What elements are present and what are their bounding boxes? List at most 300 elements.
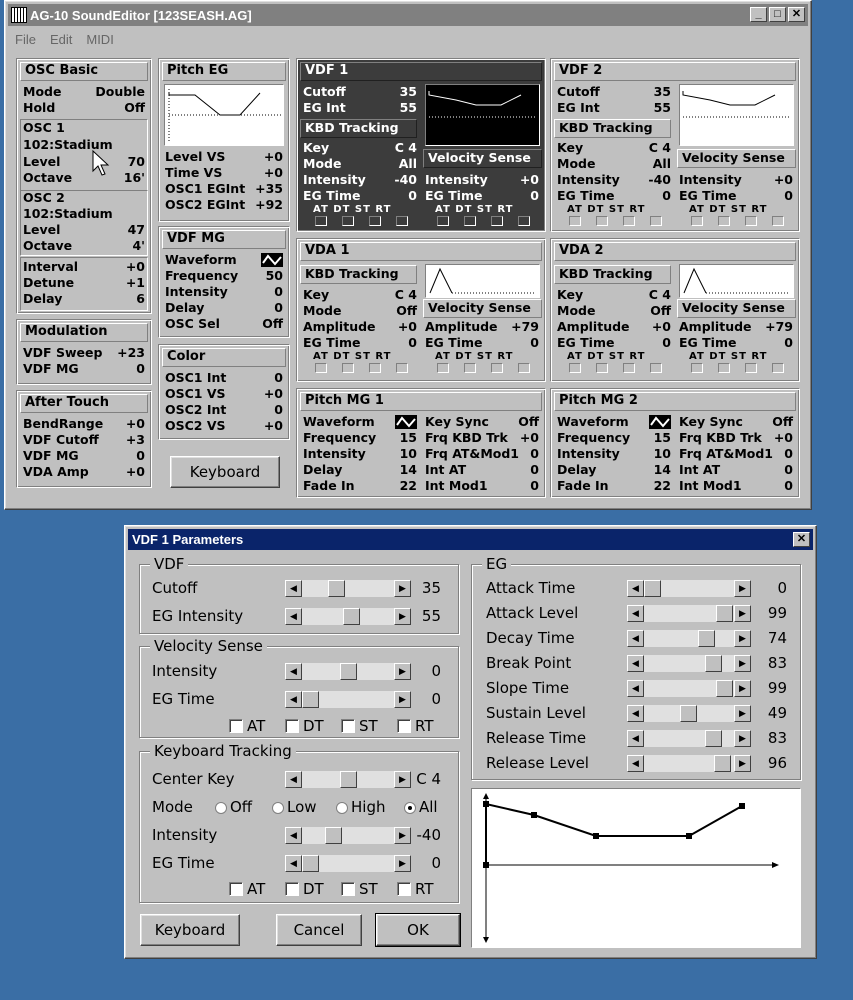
atmod-value: 0	[784, 446, 793, 461]
keyboard-button[interactable]: Keyboard	[170, 456, 280, 488]
osc1-egint-row[interactable]	[165, 181, 283, 197]
vdf2-vs-flags: AT DT ST RT	[689, 204, 768, 215]
vdf2-egint-row[interactable]	[557, 100, 671, 116]
cutoff-value: 35	[399, 84, 417, 99]
mode-value: Off	[396, 303, 417, 318]
osc1-int-row[interactable]	[165, 370, 283, 386]
vdf1-envelope-graph[interactable]	[425, 84, 540, 146]
vdf-mg-intensity-row[interactable]	[165, 284, 283, 300]
kt-eg-time-slider[interactable]	[285, 855, 411, 872]
eg-intensity-slider[interactable]	[285, 608, 411, 625]
delay-label: Delay	[165, 300, 205, 315]
vda2-header: VDA 2	[554, 242, 796, 261]
egtime-label: EG Time	[303, 188, 361, 203]
attack-level-slider-thumb[interactable]	[716, 605, 733, 622]
detune-label: Detune	[23, 275, 75, 290]
kbdtrk-label: Frq KBD Trk	[679, 430, 762, 445]
vdf1-mode-row[interactable]	[303, 156, 417, 172]
scroll-left-arrow-icon[interactable]: ◀	[285, 663, 302, 680]
egtime-value: 0	[662, 335, 671, 350]
close-button[interactable]: ✕	[788, 7, 805, 22]
kt-rt-checkbox[interactable]	[397, 882, 411, 896]
vs-egtime-label: EG Time	[425, 335, 483, 350]
bend-range-label: BendRange	[23, 416, 104, 431]
modulation-panel[interactable]	[16, 319, 152, 385]
intensity-value: 0	[274, 284, 283, 299]
vdf-mg-value: 0	[136, 361, 145, 376]
frequency-value: 15	[399, 430, 417, 445]
bend-range-row[interactable]	[23, 416, 145, 432]
maximize-button[interactable]: □	[769, 7, 786, 22]
vdf2-key-row[interactable]	[557, 140, 671, 156]
scroll-left-arrow-icon[interactable]: ◀	[627, 580, 644, 597]
vda2-vs-st-box[interactable]	[745, 363, 757, 373]
vda1-vs-at-box[interactable]	[437, 363, 449, 373]
osc-sel-value: Off	[262, 316, 283, 331]
scroll-right-arrow-icon[interactable]: ▶	[734, 755, 751, 772]
osc-basic-header: OSC Basic	[20, 62, 148, 81]
vdf2-cutoff-row[interactable]	[557, 84, 671, 100]
attack-time-slider[interactable]	[627, 580, 751, 597]
scroll-right-arrow-icon[interactable]: ▶	[394, 608, 411, 625]
slope-time-slider-thumb[interactable]	[716, 680, 733, 697]
pmg1-delay-row[interactable]	[303, 462, 417, 478]
break-point-slider-thumb[interactable]	[705, 655, 722, 672]
frequency-value: 50	[265, 268, 283, 283]
delay-value: 14	[399, 462, 417, 477]
vda2-vs-amplitude-row[interactable]	[679, 319, 793, 335]
pmg1-fadein-row[interactable]	[303, 478, 417, 494]
pmg1-kbdtrk-row[interactable]	[425, 430, 539, 446]
scroll-left-arrow-icon[interactable]: ◀	[285, 608, 302, 625]
after-touch-header: After Touch	[20, 394, 148, 413]
vdf1-cutoff-row[interactable]	[303, 84, 417, 100]
vs-eg-time-slider[interactable]	[285, 691, 411, 708]
key-value: C 4	[648, 140, 671, 155]
attack-time-slider-thumb[interactable]	[644, 580, 661, 597]
vdf1-vs-st-box[interactable]	[491, 216, 503, 226]
vs-dt-checkbox[interactable]	[285, 719, 299, 733]
pmg2-kbdtrk-row[interactable]	[679, 430, 793, 446]
eg-intensity-slider-thumb[interactable]	[343, 608, 360, 625]
scroll-left-arrow-icon[interactable]: ◀	[285, 580, 302, 597]
vda1-st-box[interactable]	[369, 363, 381, 373]
vdf2-vs-rt-box[interactable]	[772, 216, 784, 226]
pmg2-atmod-row[interactable]	[679, 446, 793, 462]
scroll-left-arrow-icon[interactable]: ◀	[285, 855, 302, 872]
vda2-vs-rt-box[interactable]	[772, 363, 784, 373]
pitch-mg2-panel[interactable]	[550, 388, 800, 498]
time-vs-value: +0	[263, 165, 283, 180]
release-time-slider[interactable]	[627, 730, 751, 747]
triangle-wave-icon	[261, 253, 283, 267]
vdf2-vs-st-box[interactable]	[745, 216, 757, 226]
atmod-value: 0	[530, 446, 539, 461]
pmg1-intensity-row[interactable]	[303, 446, 417, 462]
kt-dt-checkbox[interactable]	[285, 882, 299, 896]
osc1-octave-row[interactable]	[23, 170, 145, 186]
scroll-right-arrow-icon[interactable]: ▶	[734, 580, 751, 597]
after-touch-panel[interactable]	[16, 390, 152, 488]
vda1-egtime-row[interactable]	[303, 335, 417, 351]
vda1-amplitude-row[interactable]	[303, 319, 417, 335]
frequency-label: Frequency	[165, 268, 239, 283]
scroll-right-arrow-icon[interactable]: ▶	[734, 655, 751, 672]
mode-off-label: Off	[230, 798, 253, 816]
intat-label: Int AT	[425, 462, 467, 477]
vda1-panel[interactable]	[296, 238, 546, 382]
pitch-mg1-panel[interactable]	[296, 388, 546, 498]
hold-value: Off	[124, 100, 145, 115]
vdf2-dt-box[interactable]	[596, 216, 608, 226]
intensity-value: 10	[653, 446, 671, 461]
vdf1-vs-rt-box[interactable]	[518, 216, 530, 226]
scroll-left-arrow-icon[interactable]: ◀	[285, 827, 302, 844]
at-amp-value: +0	[125, 464, 145, 479]
scroll-right-arrow-icon[interactable]: ▶	[394, 691, 411, 708]
vs-amplitude-label: Amplitude	[425, 319, 498, 334]
vs-at-checkbox[interactable]	[229, 719, 243, 733]
vs-eg-time-slider-thumb[interactable]	[302, 691, 319, 708]
osc1-wave[interactable]	[23, 137, 145, 153]
decay-time-label: Decay Time	[486, 629, 575, 647]
center-key-slider-thumb[interactable]	[340, 771, 357, 788]
scroll-right-arrow-icon[interactable]: ▶	[394, 827, 411, 844]
scroll-left-arrow-icon[interactable]: ◀	[627, 705, 644, 722]
vda1-rt-box[interactable]	[396, 363, 408, 373]
cancel-button[interactable]: Cancel	[276, 914, 362, 946]
vda2-vs-dt-box[interactable]	[718, 363, 730, 373]
release-level-slider-thumb[interactable]	[714, 755, 731, 772]
detune-row[interactable]	[23, 275, 145, 291]
osc1-vs-value: +0	[263, 386, 283, 401]
keysync-label: Key Sync	[425, 414, 489, 429]
vdf1-eg-curve	[426, 85, 539, 145]
vdf2-egtime-row[interactable]	[557, 188, 671, 204]
menu-edit[interactable]: Edit	[49, 31, 73, 47]
decay-time-slider[interactable]	[627, 630, 751, 647]
vdf2-at-box[interactable]	[569, 216, 581, 226]
mode-row[interactable]	[23, 84, 145, 100]
vdf2-vs-at-box[interactable]	[691, 216, 703, 226]
vdf2-vs-intensity-row[interactable]	[679, 172, 793, 188]
intensity-value: 10	[399, 446, 417, 461]
vdf2-vs-header: Velocity Sense	[677, 149, 796, 168]
amplitude-value: +0	[397, 319, 417, 334]
vs-intensity-slider-thumb[interactable]	[340, 663, 357, 680]
interval-row[interactable]	[23, 259, 145, 275]
eg-group-title: EG	[482, 555, 511, 573]
vdf-mg-panel[interactable]	[158, 226, 290, 338]
osc2-int-value: 0	[274, 402, 283, 417]
main-titlebar[interactable]	[8, 4, 808, 26]
ok-button[interactable]: OK	[376, 914, 460, 946]
mode-label: Mode	[303, 156, 342, 171]
scroll-right-arrow-icon[interactable]: ▶	[734, 605, 751, 622]
osc2-wave-value: 102:Stadium	[23, 206, 113, 221]
vdf1-kbd-flags: AT DT ST RT	[313, 204, 392, 215]
scroll-right-arrow-icon[interactable]: ▶	[734, 630, 751, 647]
level-vs-row[interactable]	[165, 149, 283, 165]
pitch-eg-panel[interactable]	[158, 58, 290, 222]
color-header: Color	[162, 348, 286, 367]
vdf2-vs-dt-box[interactable]	[718, 216, 730, 226]
pmg1-atmod-row[interactable]	[425, 446, 539, 462]
vda1-at-box[interactable]	[315, 363, 327, 373]
at-cutoff-label: VDF Cutoff	[23, 432, 99, 447]
vdf2-intensity-row[interactable]	[557, 172, 671, 188]
pmg1-waveform-row[interactable]	[303, 414, 417, 430]
pmg1-keysync-row[interactable]	[425, 414, 539, 430]
vs-egtime-value: 0	[784, 188, 793, 203]
vda2-envelope-graph[interactable]	[679, 264, 794, 298]
delay-row[interactable]	[23, 291, 145, 307]
keysync-label: Key Sync	[679, 414, 743, 429]
delay-value: 14	[653, 462, 671, 477]
vda1-vs-amplitude-row[interactable]	[425, 319, 539, 335]
center-key-slider[interactable]	[285, 771, 411, 788]
vda1-envelope-graph[interactable]	[425, 264, 540, 298]
pitch-mg1-header: Pitch MG 1	[300, 392, 542, 411]
mode-high-radio[interactable]	[336, 802, 348, 814]
dialog-eg-curve	[472, 789, 800, 947]
vdf2-rt-box[interactable]	[650, 216, 662, 226]
scroll-left-arrow-icon[interactable]: ◀	[627, 655, 644, 672]
color-panel[interactable]	[158, 344, 290, 440]
pmg2-intat-row[interactable]	[679, 462, 793, 478]
scroll-right-arrow-icon[interactable]: ▶	[394, 580, 411, 597]
vdf-sweep-row[interactable]	[23, 345, 145, 361]
osc1-wave-value: 102:Stadium	[23, 137, 113, 152]
vdf1-vs-intensity-row[interactable]	[425, 172, 539, 188]
vdf1-key-row[interactable]	[303, 140, 417, 156]
fadein-value: 22	[399, 478, 417, 493]
pmg2-intensity-row[interactable]	[557, 446, 671, 462]
vda2-st-box[interactable]	[623, 363, 635, 373]
vdf1-dt-box[interactable]	[342, 216, 354, 226]
vdf1-vs-at-box[interactable]	[437, 216, 449, 226]
pmg2-delay-row[interactable]	[557, 462, 671, 478]
vdf2-envelope-graph[interactable]	[679, 84, 794, 146]
kt-intensity-slider[interactable]	[285, 827, 411, 844]
break-point-label: Break Point	[486, 654, 572, 672]
vs-st-checkbox[interactable]	[341, 719, 355, 733]
pmg1-intmod-row[interactable]	[425, 478, 539, 494]
detune-value: +1	[125, 275, 145, 290]
vda2-egtime-row[interactable]	[557, 335, 671, 351]
kt-st-checkbox[interactable]	[341, 882, 355, 896]
vda1-vs-rt-box[interactable]	[518, 363, 530, 373]
vda2-amplitude-row[interactable]	[557, 319, 671, 335]
vdf2-kbd-flags: AT DT ST RT	[567, 204, 646, 215]
dialog-envelope-graph[interactable]	[471, 788, 801, 948]
pmg1-intat-row[interactable]	[425, 462, 539, 478]
kt-at-checkbox[interactable]	[229, 882, 243, 896]
vdf1-header: VDF 1	[300, 62, 542, 81]
vs-amplitude-value: +79	[765, 319, 793, 334]
osc1-level-row[interactable]	[23, 154, 145, 170]
vda1-vs-egtime-row[interactable]	[425, 335, 539, 351]
pitch-eg-curve	[165, 85, 283, 145]
decay-time-slider-thumb[interactable]	[698, 630, 715, 647]
vda1-dt-box[interactable]	[342, 363, 354, 373]
scroll-left-arrow-icon[interactable]: ◀	[627, 730, 644, 747]
sustain-level-slider-thumb[interactable]	[680, 705, 697, 722]
intensity-value: -40	[648, 172, 671, 187]
osc2-octave-row[interactable]	[23, 238, 145, 254]
kt-eg-time-slider-thumb[interactable]	[302, 855, 319, 872]
hold-row[interactable]	[23, 100, 145, 116]
key-value: C 4	[648, 287, 671, 302]
modulation-header: Modulation	[20, 323, 148, 342]
vda2-at-box[interactable]	[569, 363, 581, 373]
osc2-vs-row[interactable]	[165, 418, 283, 434]
scroll-left-arrow-icon[interactable]: ◀	[627, 630, 644, 647]
vs-at-label: AT	[247, 717, 266, 735]
vda2-key-row[interactable]	[557, 287, 671, 303]
vda2-dt-box[interactable]	[596, 363, 608, 373]
scroll-right-arrow-icon[interactable]: ▶	[734, 680, 751, 697]
osc-basic-panel[interactable]	[16, 58, 152, 314]
vs-eg-time-label: EG Time	[152, 690, 215, 708]
vdf-mg-frequency-row[interactable]	[165, 268, 283, 284]
scroll-left-arrow-icon[interactable]: ◀	[285, 691, 302, 708]
pmg2-intmod-row[interactable]	[679, 478, 793, 494]
scroll-right-arrow-icon[interactable]: ▶	[734, 730, 751, 747]
vda2-vs-egtime-row[interactable]	[679, 335, 793, 351]
delay-label: Delay	[303, 462, 343, 477]
vdf-mg-delay-row[interactable]	[165, 300, 283, 316]
menu-midi[interactable]: MIDI	[86, 31, 114, 47]
kt-intensity-slider-thumb[interactable]	[325, 827, 342, 844]
scroll-right-arrow-icon[interactable]: ▶	[394, 855, 411, 872]
osc2-egint-row[interactable]	[165, 197, 283, 213]
osc1-int-value: 0	[274, 370, 283, 385]
vs-rt-checkbox[interactable]	[397, 719, 411, 733]
vdf2-st-box[interactable]	[623, 216, 635, 226]
osc1-octave-label: Octave	[23, 170, 73, 185]
vdf-mg-waveform-row[interactable]	[165, 252, 283, 268]
vdf-mg-row[interactable]	[23, 361, 145, 377]
cutoff-slider-thumb[interactable]	[328, 580, 345, 597]
attack-time-value: 0	[777, 579, 787, 597]
vda2-rt-box[interactable]	[650, 363, 662, 373]
vda1-vs-st-box[interactable]	[491, 363, 503, 373]
release-time-slider-thumb[interactable]	[705, 730, 722, 747]
osc2-level-row[interactable]	[23, 222, 145, 238]
egtime-value: 0	[408, 188, 417, 203]
vdf2-panel[interactable]	[550, 58, 800, 232]
mode-all-radio[interactable]	[404, 802, 416, 814]
kt-intensity-value: -40	[416, 826, 441, 844]
menu-file[interactable]: File	[15, 31, 36, 47]
vs-amplitude-value: +79	[511, 319, 539, 334]
osc1-vs-row[interactable]	[165, 386, 283, 402]
attack-level-slider[interactable]	[627, 605, 751, 622]
time-vs-row[interactable]	[165, 165, 283, 181]
vdf1-vs-egtime-row[interactable]	[425, 188, 539, 204]
dialog-close-button[interactable]: ✕	[793, 532, 810, 547]
kt-st-label: ST	[359, 880, 378, 898]
pmg2-keysync-row[interactable]	[679, 414, 793, 430]
vda2-panel[interactable]	[550, 238, 800, 382]
vdf1-at-box[interactable]	[315, 216, 327, 226]
vs-intensity-value: +0	[773, 172, 793, 187]
osc2-wave[interactable]	[23, 206, 145, 222]
scroll-left-arrow-icon[interactable]: ◀	[285, 771, 302, 788]
intensity-label: Intensity	[303, 172, 366, 187]
release-level-slider[interactable]	[627, 755, 751, 772]
center-key-label: Center Key	[152, 770, 235, 788]
sustain-level-slider[interactable]	[627, 705, 751, 722]
vdf2-vs-egtime-row[interactable]	[679, 188, 793, 204]
vdf1-rt-box[interactable]	[396, 216, 408, 226]
vdf1-intensity-row[interactable]	[303, 172, 417, 188]
osc2-level-value: 47	[127, 222, 145, 237]
pitch-eg-envelope-graph[interactable]	[164, 84, 284, 146]
vs-intensity-slider[interactable]	[285, 663, 411, 680]
pmg2-frequency-row[interactable]	[557, 430, 671, 446]
vdf2-mode-row[interactable]	[557, 156, 671, 172]
osc2-octave-value: 4'	[132, 238, 145, 253]
decay-time-value: 74	[767, 629, 787, 647]
time-vs-label: Time VS	[165, 165, 223, 180]
pmg2-fadein-row[interactable]	[557, 478, 671, 494]
vdf1-egtime-row[interactable]	[303, 188, 417, 204]
vdf-group-title: VDF	[150, 555, 188, 573]
vdf1-egint-row[interactable]	[303, 100, 417, 116]
break-point-slider[interactable]	[627, 655, 751, 672]
vda2-mode-row[interactable]	[557, 303, 671, 319]
vda2-vs-at-box[interactable]	[691, 363, 703, 373]
mode-label: Mode	[152, 798, 193, 816]
osc2-int-row[interactable]	[165, 402, 283, 418]
mode-label: Mode	[557, 156, 596, 171]
vda1-vs-dt-box[interactable]	[464, 363, 476, 373]
vdf1-panel[interactable]	[296, 58, 546, 232]
dialog-keyboard-button[interactable]: Keyboard	[140, 914, 240, 946]
pmg2-waveform-row[interactable]	[557, 414, 671, 430]
vda1-kbd-header: KBD Tracking	[300, 265, 417, 284]
vdf2-eg-curve	[680, 85, 793, 145]
at-mg-row[interactable]	[23, 448, 145, 464]
scroll-right-arrow-icon[interactable]: ▶	[394, 663, 411, 680]
scroll-left-arrow-icon[interactable]: ◀	[627, 755, 644, 772]
cutoff-slider[interactable]	[285, 580, 411, 597]
vdf1-st-box[interactable]	[369, 216, 381, 226]
mode-label: Mode	[23, 84, 62, 99]
delay-value: 6	[136, 291, 145, 306]
scroll-right-arrow-icon[interactable]: ▶	[394, 771, 411, 788]
scroll-left-arrow-icon[interactable]: ◀	[627, 680, 644, 697]
vdf-mg-oscsel-row[interactable]	[165, 316, 283, 332]
at-amp-row[interactable]	[23, 464, 145, 480]
mode-low-radio[interactable]	[272, 802, 284, 814]
vs-egtime-label: EG Time	[679, 335, 737, 350]
pmg1-frequency-row[interactable]	[303, 430, 417, 446]
scroll-left-arrow-icon[interactable]: ◀	[627, 605, 644, 622]
vda1-eg-curve	[426, 265, 539, 297]
vdf1-vs-dt-box[interactable]	[464, 216, 476, 226]
scroll-right-arrow-icon[interactable]: ▶	[734, 705, 751, 722]
slope-time-slider[interactable]	[627, 680, 751, 697]
vda1-key-row[interactable]	[303, 287, 417, 303]
minimize-button[interactable]: _	[750, 7, 767, 22]
mode-off-radio[interactable]	[215, 802, 227, 814]
vda1-mode-row[interactable]	[303, 303, 417, 319]
dialog-titlebar[interactable]	[128, 529, 813, 550]
at-cutoff-row[interactable]	[23, 432, 145, 448]
